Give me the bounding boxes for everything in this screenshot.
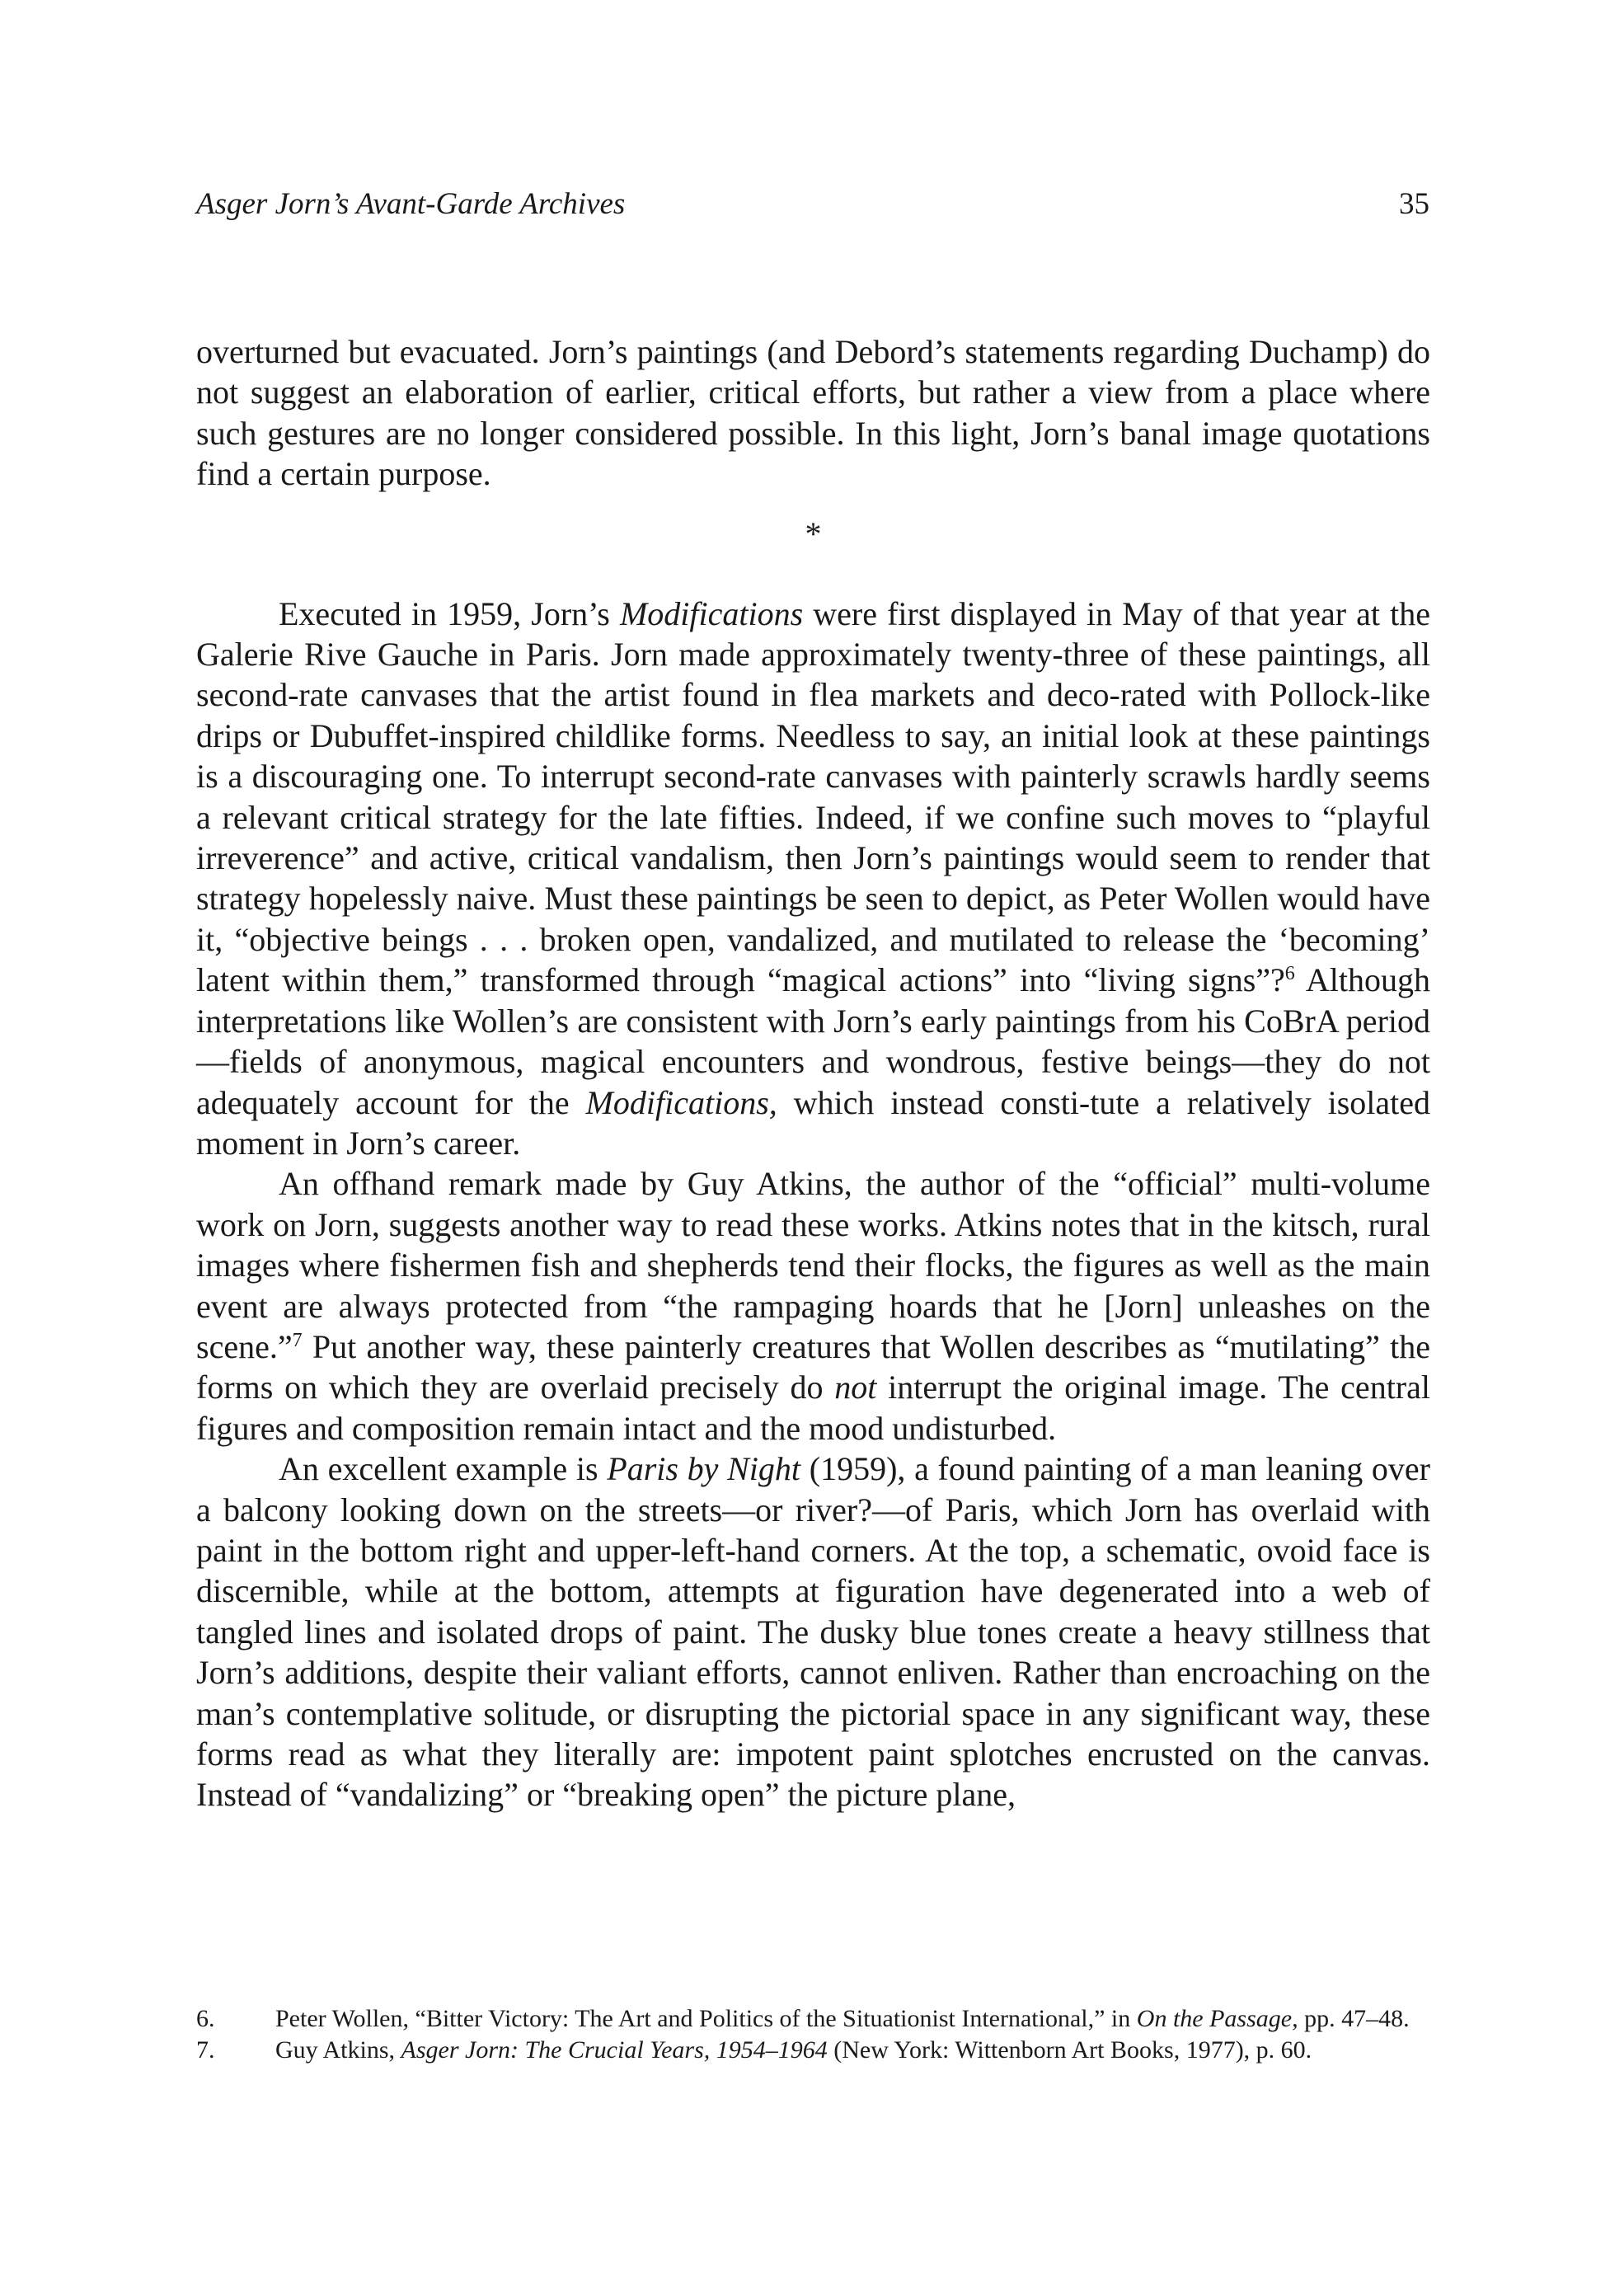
page-number: 35 [1399,187,1429,221]
p2-text-a: Executed in 1959, Jorn’s [279,594,620,632]
p2-title-modifications-2: Modifications, [585,1083,777,1121]
paragraph-1: overturned but evacuated. Jorn’s paintings (and Debord’s statements regarding Duchamp) do not suggest an elaboration of earlier, critical efforts, but rather a view from a place where such gestures are no longer considered possible. In this light, Jorn’s banal image quotations find a certain purpose. [196,333,1430,493]
section-break-asterisk: * [805,514,822,552]
footnote-7-title: Asger Jorn: The Crucial Years, 1954–1964 [401,2036,828,2064]
p4-title-paris-by-night: Paris by Night [607,1450,801,1488]
footnote-ref-7[interactable]: 7 [292,1329,303,1351]
footnote-6-text-a: Peter Wollen, “Bitter Victory: The Art and Politics of the Situationist International,” in [275,2005,1137,2032]
footnote-6-text-b: pp. 47–48. [1298,2005,1410,2032]
p2-text-c: Although interpretations like Wollen’s are consistent with Jorn’s early paintings from his CoBrA period—fields of anonymous, magical encounters and wondrous, festive beings—they do not adequately account for the [196,961,1430,1121]
footnote-6-title: On the Passage, [1136,2005,1298,2032]
footnote-7-text-a: Guy Atkins, [275,2036,401,2064]
p2-title-modifications: Modifications [619,594,804,632]
p3-text-c: interrupt the original image. The central figures and composition remain intact and the mood undisturbed. [196,1369,1430,1447]
p3-text-a: An offhand remark made by Guy Atkins, the author of the “official” multi-volume work on Jorn, suggests another way to read these works. Atkins notes that in the kitsch, rural images where fishermen fish and shepherds tend their flocks, the figures as well as the main event are always protected from “the rampaging hoards that he [Jorn] unleashes on the scene.” [196,1165,1430,1365]
footnote-7 [196,2035,1430,2066]
footnote-7-text-b: (New York: Wittenborn Art Books, 1977), p. 60. [827,2036,1312,2064]
paragraph-4 [196,1449,1430,1815]
p2-text-d: which instead consti-tute a relatively isolated moment in Jorn’s career. [196,1083,1430,1162]
footnote-ref-6[interactable]: 6 [1284,963,1295,985]
footnote-7-number: 7. [196,2036,215,2064]
running-head [196,180,1429,229]
paragraph-3 [196,1163,1430,1449]
running-head-title: Asger Jorn’s Avant-Garde Archives [196,187,626,221]
p4-text-b: (1959), a found painting of a man leaning over a balcony looking down on the streets—or river?—of Paris, which Jorn has overlaid with paint in the bottom right and upper-left-hand corners. At the top, a schematic, ovoid face is discernible, while at the bottom, attempts at figuration have degenerated into a web of tangled lines and isolated drops of paint. The dusky blue tones create a heavy stillness that Jorn’s additions, despite their valiant efforts, cannot enliven. Rather than encroaching on the man’s contemplative solitude, or disrupting the pictorial space in any significant way, these forms read as what they literally are: impotent paint splotches encrusted on the canvas. Instead of “vandalizing” or “breaking open” the picture plane, [196,1450,1430,1814]
p4-text-a: An excellent example is [279,1450,608,1488]
p2-text-b: were first displayed in May of that year at the Galerie Rive Gauche in Paris. Jorn made approximately twenty-three of these paintings, all second-rate canvases that the artist found in flea markets and deco-rated with Pollock-like drips or Dubuffet-inspired childlike forms. Needless to say, an initial look at these paintings is a discouraging one. To interrupt second-rate canvases with painterly scrawls hardly seems a relevant critical strategy for the late fifties. Indeed, if we confine such moves to “playful irreverence” and active, critical vandalism, then Jorn’s paintings would seem to render that strategy hopelessly naive. Must these paintings be seen to depict, as Peter Wollen would have it, “objective beings . . . broken open, vandalized, and mutilated to release the ‘becoming’ latent within them,” transformed through “magical actions” into “living signs”? [196,594,1430,999]
p3-text-b: Put another way, these painterly creatures that Wollen describes as “mutilating” the forms on which they are overlaid precisely do [196,1327,1430,1406]
body-text [196,331,1430,1815]
p3-emphasis-not: not [834,1369,877,1406]
footnote-6 [196,2003,1430,2035]
footnotes [196,2003,1430,2066]
footnote-6-number: 6. [196,2005,215,2032]
paragraph-2 [196,594,1430,1164]
